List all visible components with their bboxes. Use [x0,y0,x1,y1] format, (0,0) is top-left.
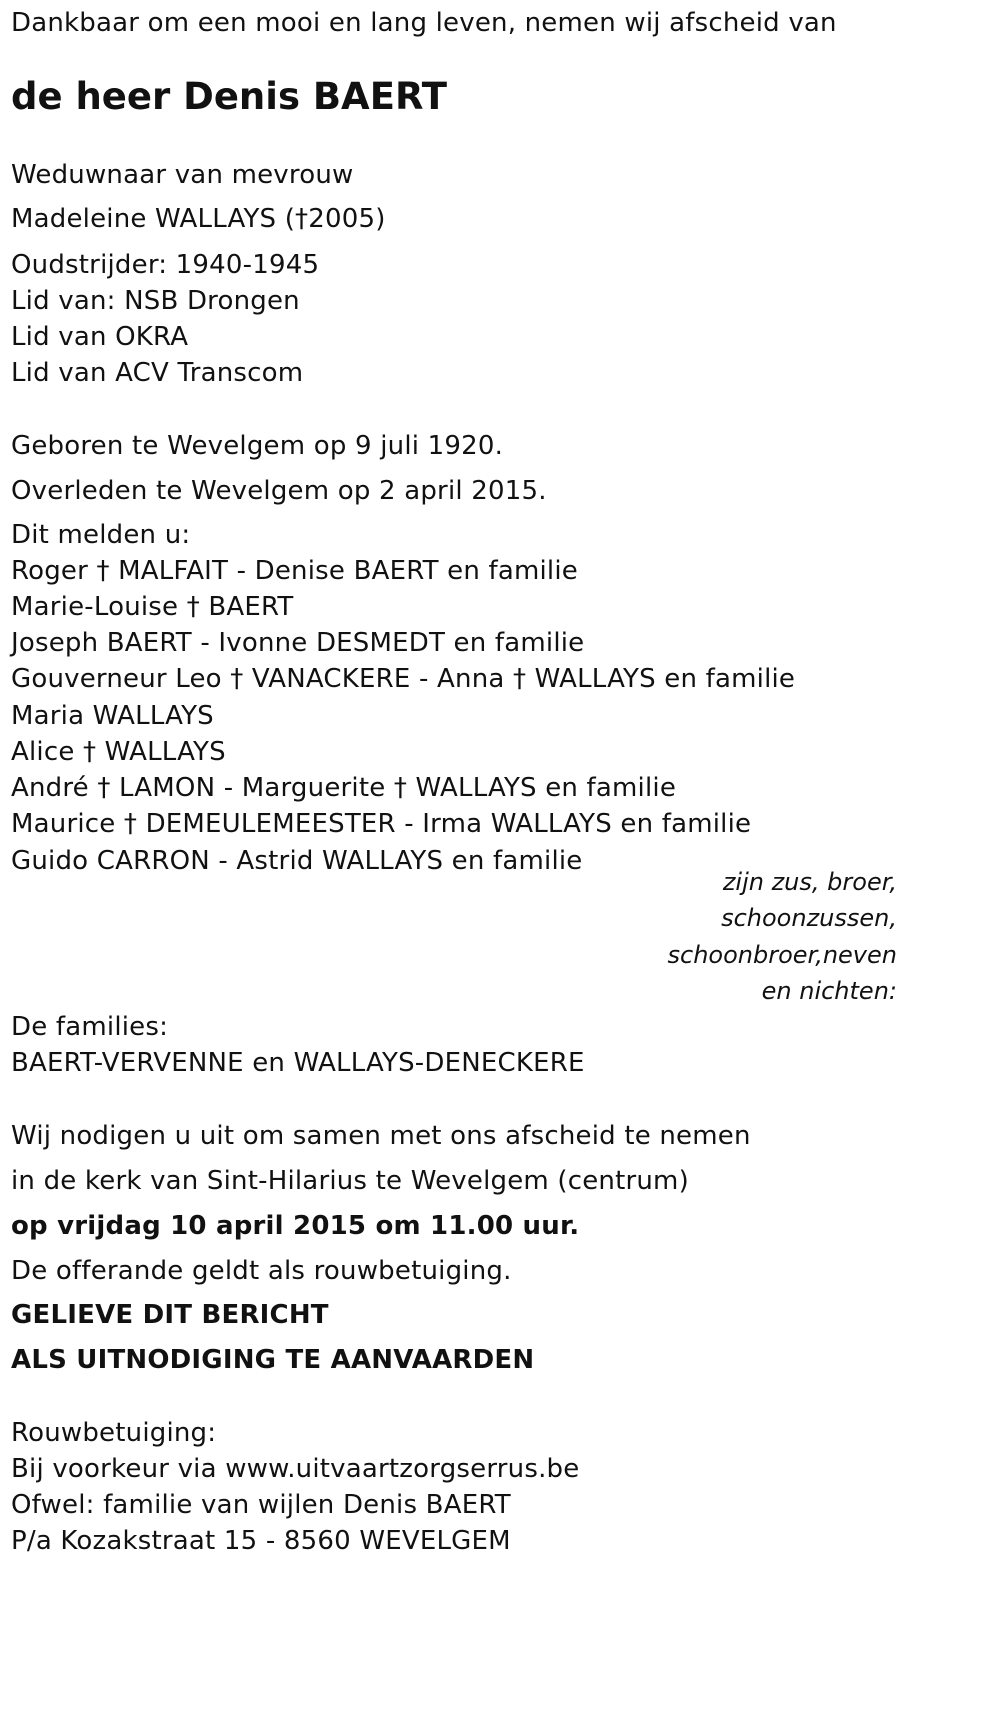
membership-item: Oudstrijder: 1940-1945 [11,250,320,280]
announce-label: Dit melden u: [11,520,191,550]
condolences-label: Rouwbetuiging: [11,1418,217,1448]
relative-line: Joseph BAERT - Ivonne DESMEDT en familie [11,628,585,658]
relative-line: Maurice † DEMEULEMEESTER - Irma WALLAYS en familie [11,809,752,839]
relative-line: Gouverneur Leo † VANACKERE - Anna † WALLAYS en familie [11,664,796,694]
membership-item: Lid van: NSB Drongen [11,286,300,316]
spouse-line-1: Weduwnaar van mevrouw [11,160,354,190]
condolences-line-1: Bij voorkeur via www.uitvaartzorgserrus.be [11,1454,580,1484]
request-line-1: GELIEVE DIT BERICHT [11,1300,329,1330]
relation-note-line: zijn zus, broer, [722,868,897,896]
families-label: De families: [11,1012,169,1042]
condolences-line-2: Ofwel: familie van wijlen Denis BAERT [11,1490,511,1520]
membership-item: Lid van ACV Transcom [11,358,304,388]
relation-note-line: en nichten: [761,977,897,1005]
birth-line: Geboren te Wevelgem op 9 juli 1920. [11,431,504,461]
intro-text: Dankbaar om een mooi en lang leven, nemen wij afscheid van [11,8,837,38]
offering-line: De offerande geldt als rouwbetuiging. [11,1256,512,1286]
deceased-name: de heer Denis BAERT [11,75,448,118]
invitation-line-1: Wij nodigen u uit om samen met ons afscheid te nemen [11,1121,751,1151]
relation-note-line: schoonzussen, [721,904,897,932]
relative-line: André † LAMON - Marguerite † WALLAYS en familie [11,773,677,803]
spouse-line-2: Madeleine WALLAYS (†2005) [11,204,386,234]
families-names: BAERT-VERVENNE en WALLAYS-DENECKERE [11,1048,585,1078]
relation-note-line: schoonbroer,neven [667,941,897,969]
death-line: Overleden te Wevelgem op 2 april 2015. [11,476,547,506]
relative-line: Maria WALLAYS [11,701,214,731]
relative-line: Marie-Louise † BAERT [11,592,294,622]
relative-line: Alice † WALLAYS [11,737,226,767]
ceremony-datetime: op vrijdag 10 april 2015 om 11.00 uur. [11,1211,580,1241]
relative-line: Roger † MALFAIT - Denise BAERT en familie [11,556,578,586]
condolences-line-3: P/a Kozakstraat 15 - 8560 WEVELGEM [11,1526,511,1556]
request-line-2: ALS UITNODIGING TE AANVAARDEN [11,1345,535,1375]
invitation-line-2: in de kerk van Sint-Hilarius te Wevelgem (centrum) [11,1166,689,1196]
membership-item: Lid van OKRA [11,322,189,352]
relative-line: Guido CARRON - Astrid WALLAYS en familie [11,846,583,876]
